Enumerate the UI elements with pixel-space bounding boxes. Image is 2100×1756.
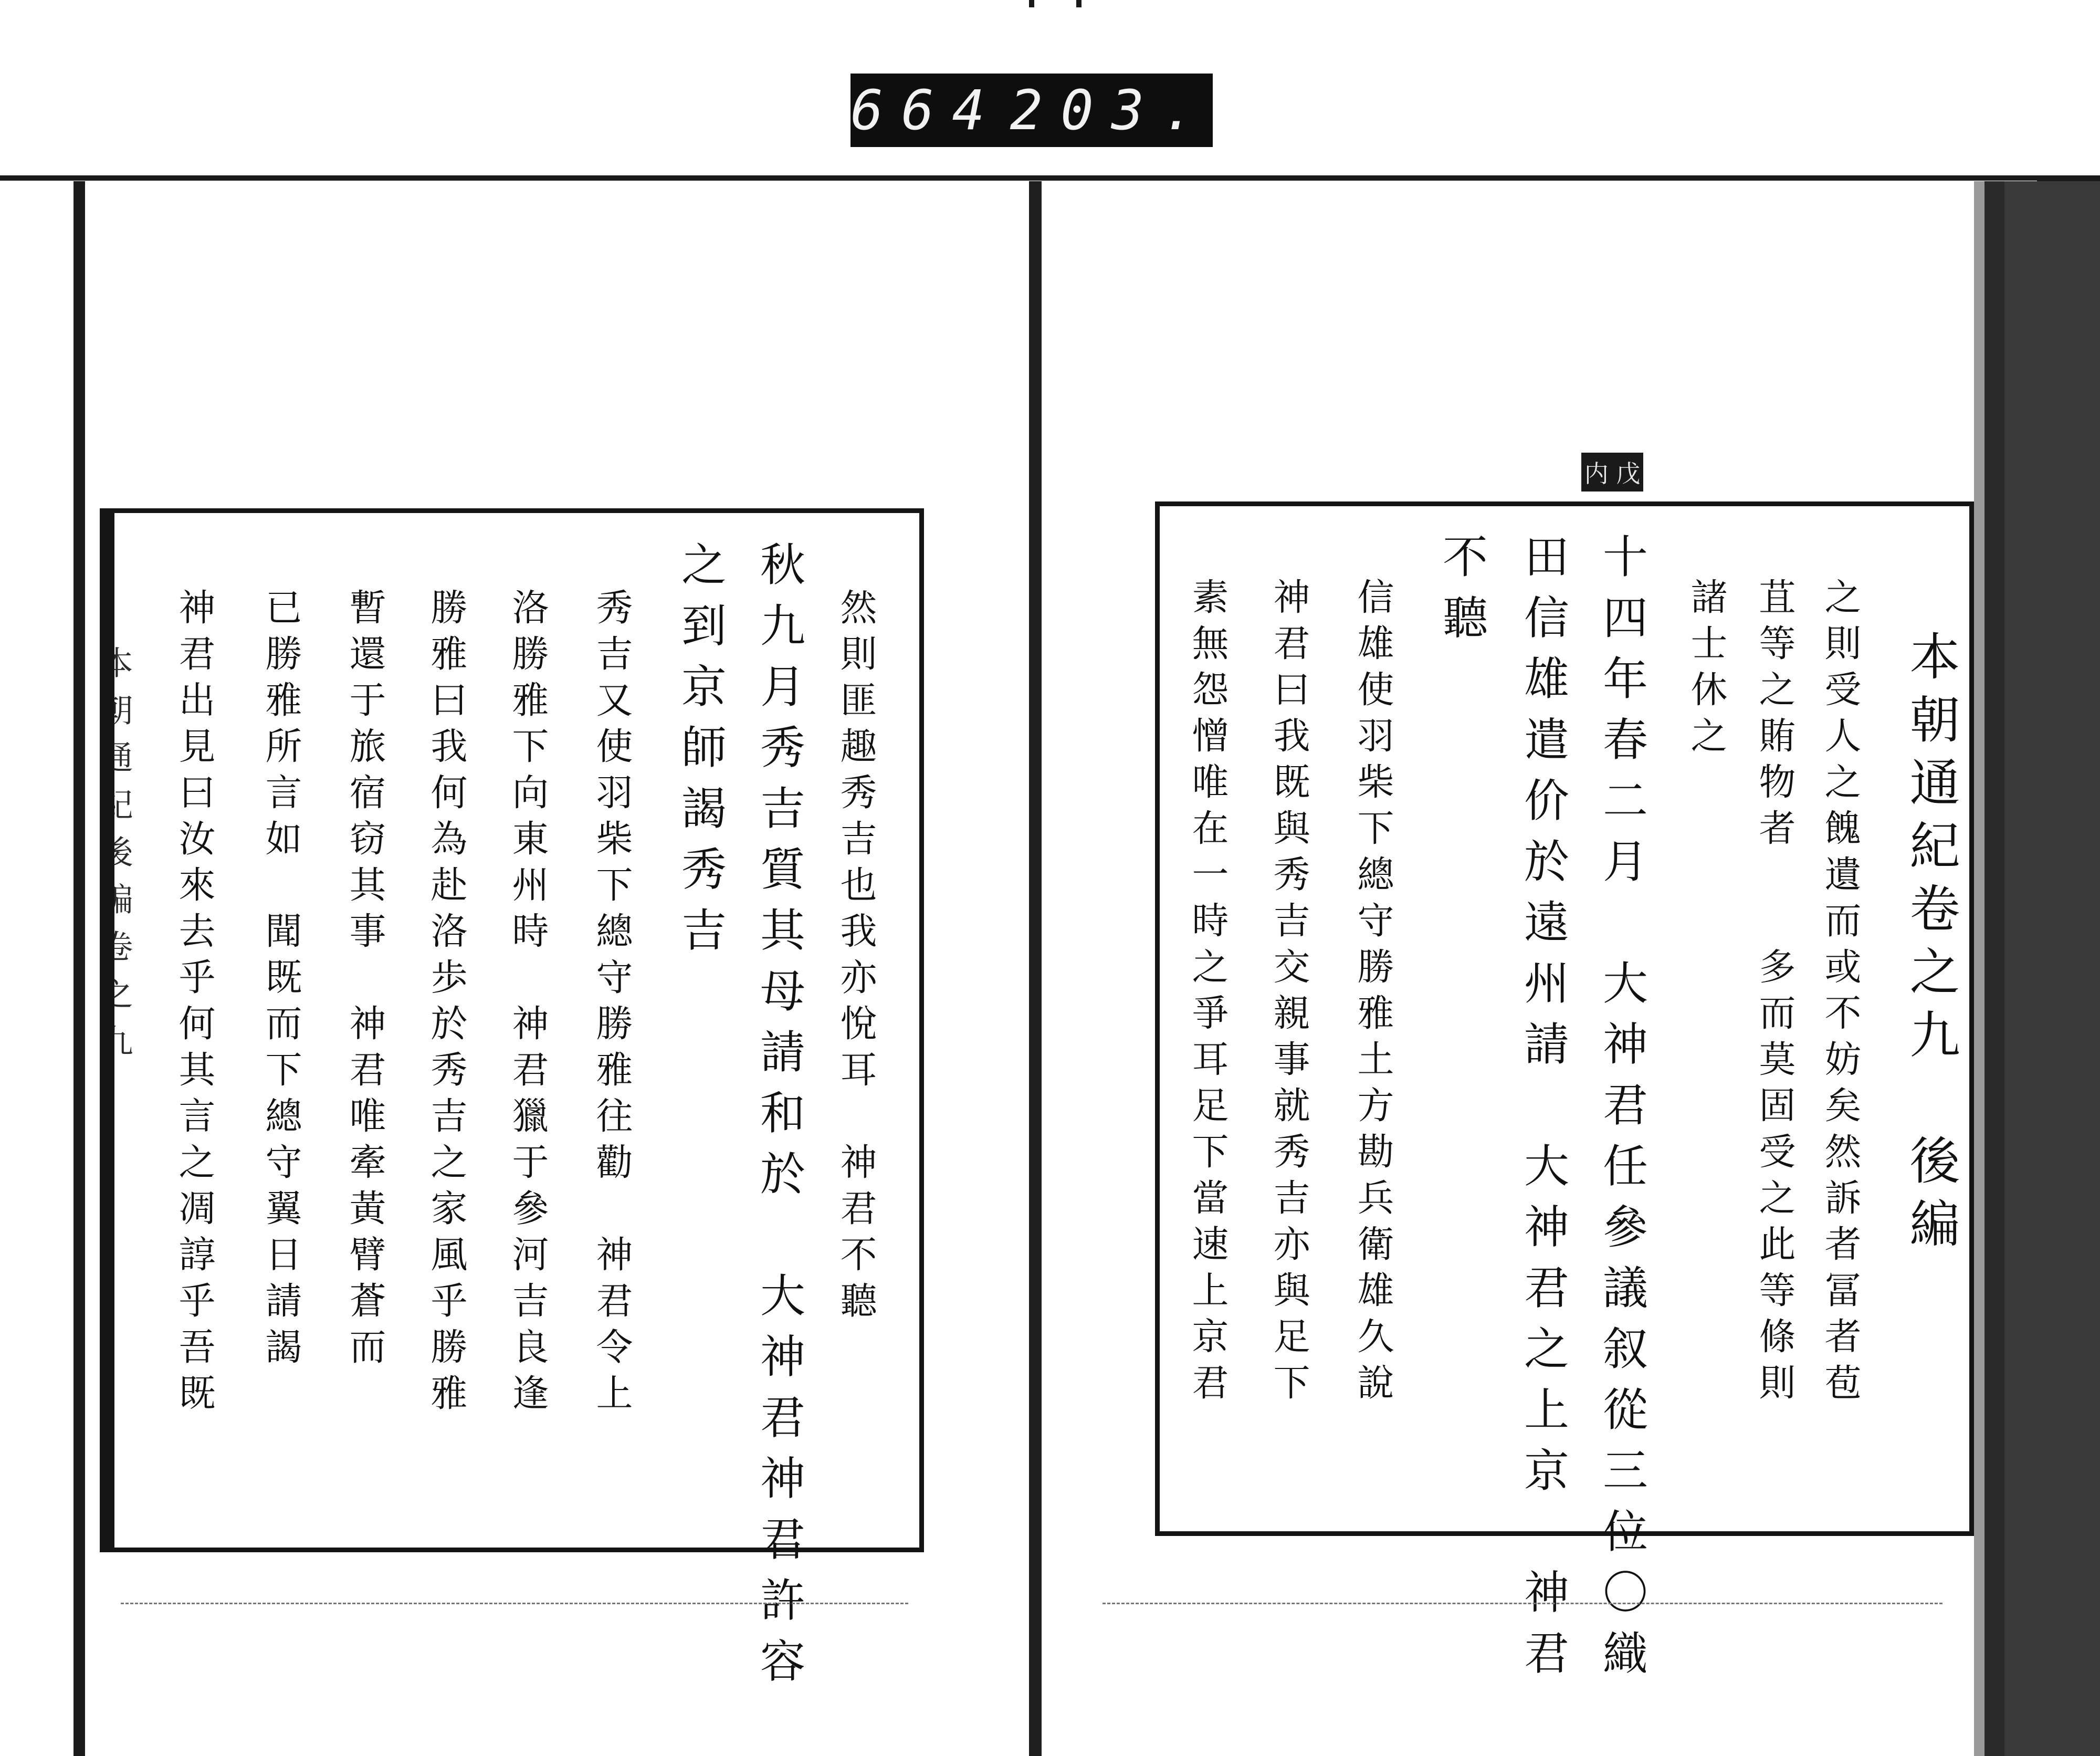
scan-artifact-line <box>1102 1603 1942 1606</box>
left-column-3: 之到京師謁秀吉 <box>674 541 726 967</box>
left-column-6: 勝雅曰我何為赴洛歩於秀吉之家風乎勝雅 <box>425 588 468 1420</box>
left-column-7: 暫還于旅宿窃其事 神君唯牽黃臂蒼而 <box>343 588 386 1374</box>
collection-stamp: 内 戊 <box>1581 453 1643 492</box>
film-frame-mark <box>1076 0 1082 7</box>
left-column-1: 然則匪趣秀吉也我亦悅耳 神君不聽 <box>834 588 877 1328</box>
right-column-1: 之則受人之餽遺而或不妨矣然訴者冨者苞 <box>1819 578 1862 1409</box>
right-column-2: 苴等之賄物者 多而莫固受之此等條則 <box>1753 578 1796 1409</box>
film-frame-mark <box>1029 0 1034 7</box>
book-edge-dark <box>2004 181 2100 1756</box>
book-gutter <box>1029 181 1042 1756</box>
reel-number-left: 664 <box>850 78 1003 142</box>
right-column-8: 神君曰我既與秀吉交親事就秀吉亦與足下 <box>1267 578 1310 1409</box>
right-column-6: 不聽 <box>1435 533 1487 655</box>
left-column-5: 洛勝雅下向東州時 神君獵于參河吉良逢 <box>506 588 549 1420</box>
scan-artifact-line <box>121 1603 908 1606</box>
right-column-4: 十四年春二月 大神君任參議叙從三位〇織 <box>1595 533 1647 1690</box>
right-column-5: 田信雄遣价於遠州請 大神君之上京 神君 <box>1516 533 1569 1690</box>
right-column-3: 諸士休之 <box>1685 578 1728 762</box>
left-column-8: 已勝雅所言如 聞既而下總守翼日請謁 <box>259 588 302 1374</box>
right-column-7: 信雄使羽柴下總守勝雅土方勘兵衛雄久說 <box>1351 578 1394 1409</box>
page-edge-shadow <box>1974 181 1984 1756</box>
book-edge <box>1984 181 2004 1756</box>
left-column-2: 秋九月秀吉質其母請和於 大神君神君許容 <box>752 541 805 1698</box>
right-page-header: 本朝通紀卷之九 後編 <box>1902 630 1960 1260</box>
page-top-edge <box>0 175 2037 181</box>
reel-number-right: 203. <box>1010 78 1213 142</box>
reel-number-label <box>850 74 1213 147</box>
right-column-9: 素無怨憎唯在一時之爭耳足下當速上京君 <box>1186 578 1229 1409</box>
left-column-9: 神君出見曰汝來去乎何其言之凋諄乎吾既 <box>173 588 216 1420</box>
left-margin-title: 本朝通紀後編卷之九 <box>95 646 133 1071</box>
left-column-4: 秀吉又使羽柴下總守勝雅往勸 神君令上 <box>590 588 633 1420</box>
